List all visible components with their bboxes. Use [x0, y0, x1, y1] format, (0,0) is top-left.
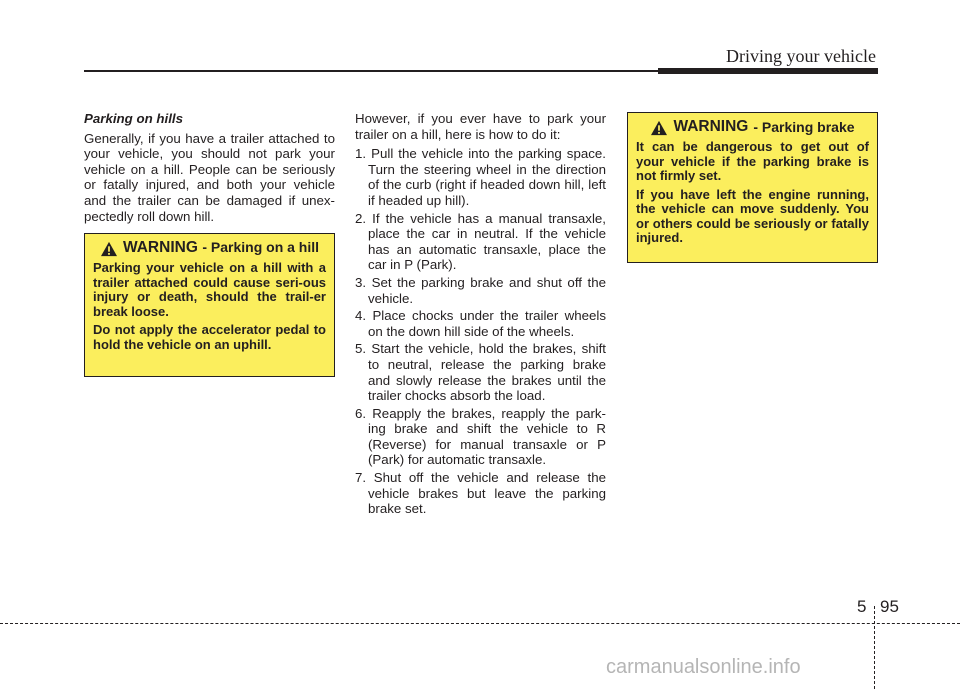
step-item: 2. If the vehicle has a manual transaxle, place the car in neutral. If the vehicle has an automatic transaxle, place the car in P (Park). — [355, 210, 606, 273]
warning-paragraph: Parking your vehicle on a hill with a trailer attached could cause seri-ous injury or death, should the trail-er break loose. — [93, 260, 326, 319]
warning-paragraph: It can be dangerous to get out of your vehicle if the parking brake is not firmly set. — [636, 139, 869, 183]
warning-box-parking-brake — [627, 112, 878, 263]
right-column — [627, 111, 878, 262]
page-number: 95 — [880, 597, 899, 616]
warning-label: WARNING — [122, 239, 198, 256]
left-column — [84, 111, 335, 224]
warning-header — [636, 119, 869, 136]
warning-triangle-icon — [100, 241, 118, 257]
section-title: Driving your vehicle — [726, 46, 876, 66]
warning-triangle-icon — [650, 120, 668, 136]
step-item: 5. Start the vehicle, hold the brakes, shift to neutral, release the parking brake and slowly release the brakes until the trailer chocks absorb the load. — [355, 341, 606, 404]
header-rule-accent — [658, 68, 878, 74]
warning-subtitle: - Parking brake — [753, 119, 855, 135]
step-item: 1. Pull the vehicle into the parking space. Turn the steering wheel in the direction of the curb (right if headed down hill, left if headed up hill). — [355, 146, 606, 208]
chapter-number: 5 — [857, 597, 867, 616]
warning-paragraph: Do not apply the accelerator pedal to hold the vehicle on an uphill. — [93, 322, 326, 352]
warning-paragraph: If you have left the engine running, the vehicle can move suddenly. You or others could be seriously or fatally injured. — [636, 186, 869, 245]
step-item: 7. Shut off the vehicle and release the vehicle brakes but leave the parking brake set. — [355, 470, 606, 517]
watermark: carmanualsonline.info — [606, 656, 801, 678]
warning-subtitle: - Parking on a hill — [202, 239, 320, 255]
footer-divider — [874, 606, 875, 689]
step-item: 4. Place chocks under the trailer wheels on the down hill side of the wheels. — [355, 308, 606, 339]
warning-header — [93, 240, 326, 257]
section-heading: Parking on hills — [84, 111, 184, 126]
footer-rule — [0, 623, 960, 624]
step-item: 3. Set the parking brake and shut off the vehicle. — [355, 274, 606, 306]
step-item: 6. Reapply the brakes, reapply the park-ing brake and shift the vehicle to R (Reverse) for manual transaxle or P (Park) for automatic transaxle. — [355, 405, 606, 468]
intro-paragraph: Generally, if you have a trailer attached to your vehicle, you should not park your vehicle on a hill. People can be seriously or fatally injured, and both your vehicle and the trailer can be damaged if unex-pectedly roll down hill. — [84, 130, 335, 224]
warning-box-parking-on-hill — [84, 233, 335, 377]
warning-label: WARNING — [673, 118, 749, 135]
middle-column — [355, 111, 606, 519]
steps-list — [355, 146, 606, 517]
steps-intro: However, if you ever have to park your trailer on a hill, here is how to do it: — [355, 111, 606, 142]
